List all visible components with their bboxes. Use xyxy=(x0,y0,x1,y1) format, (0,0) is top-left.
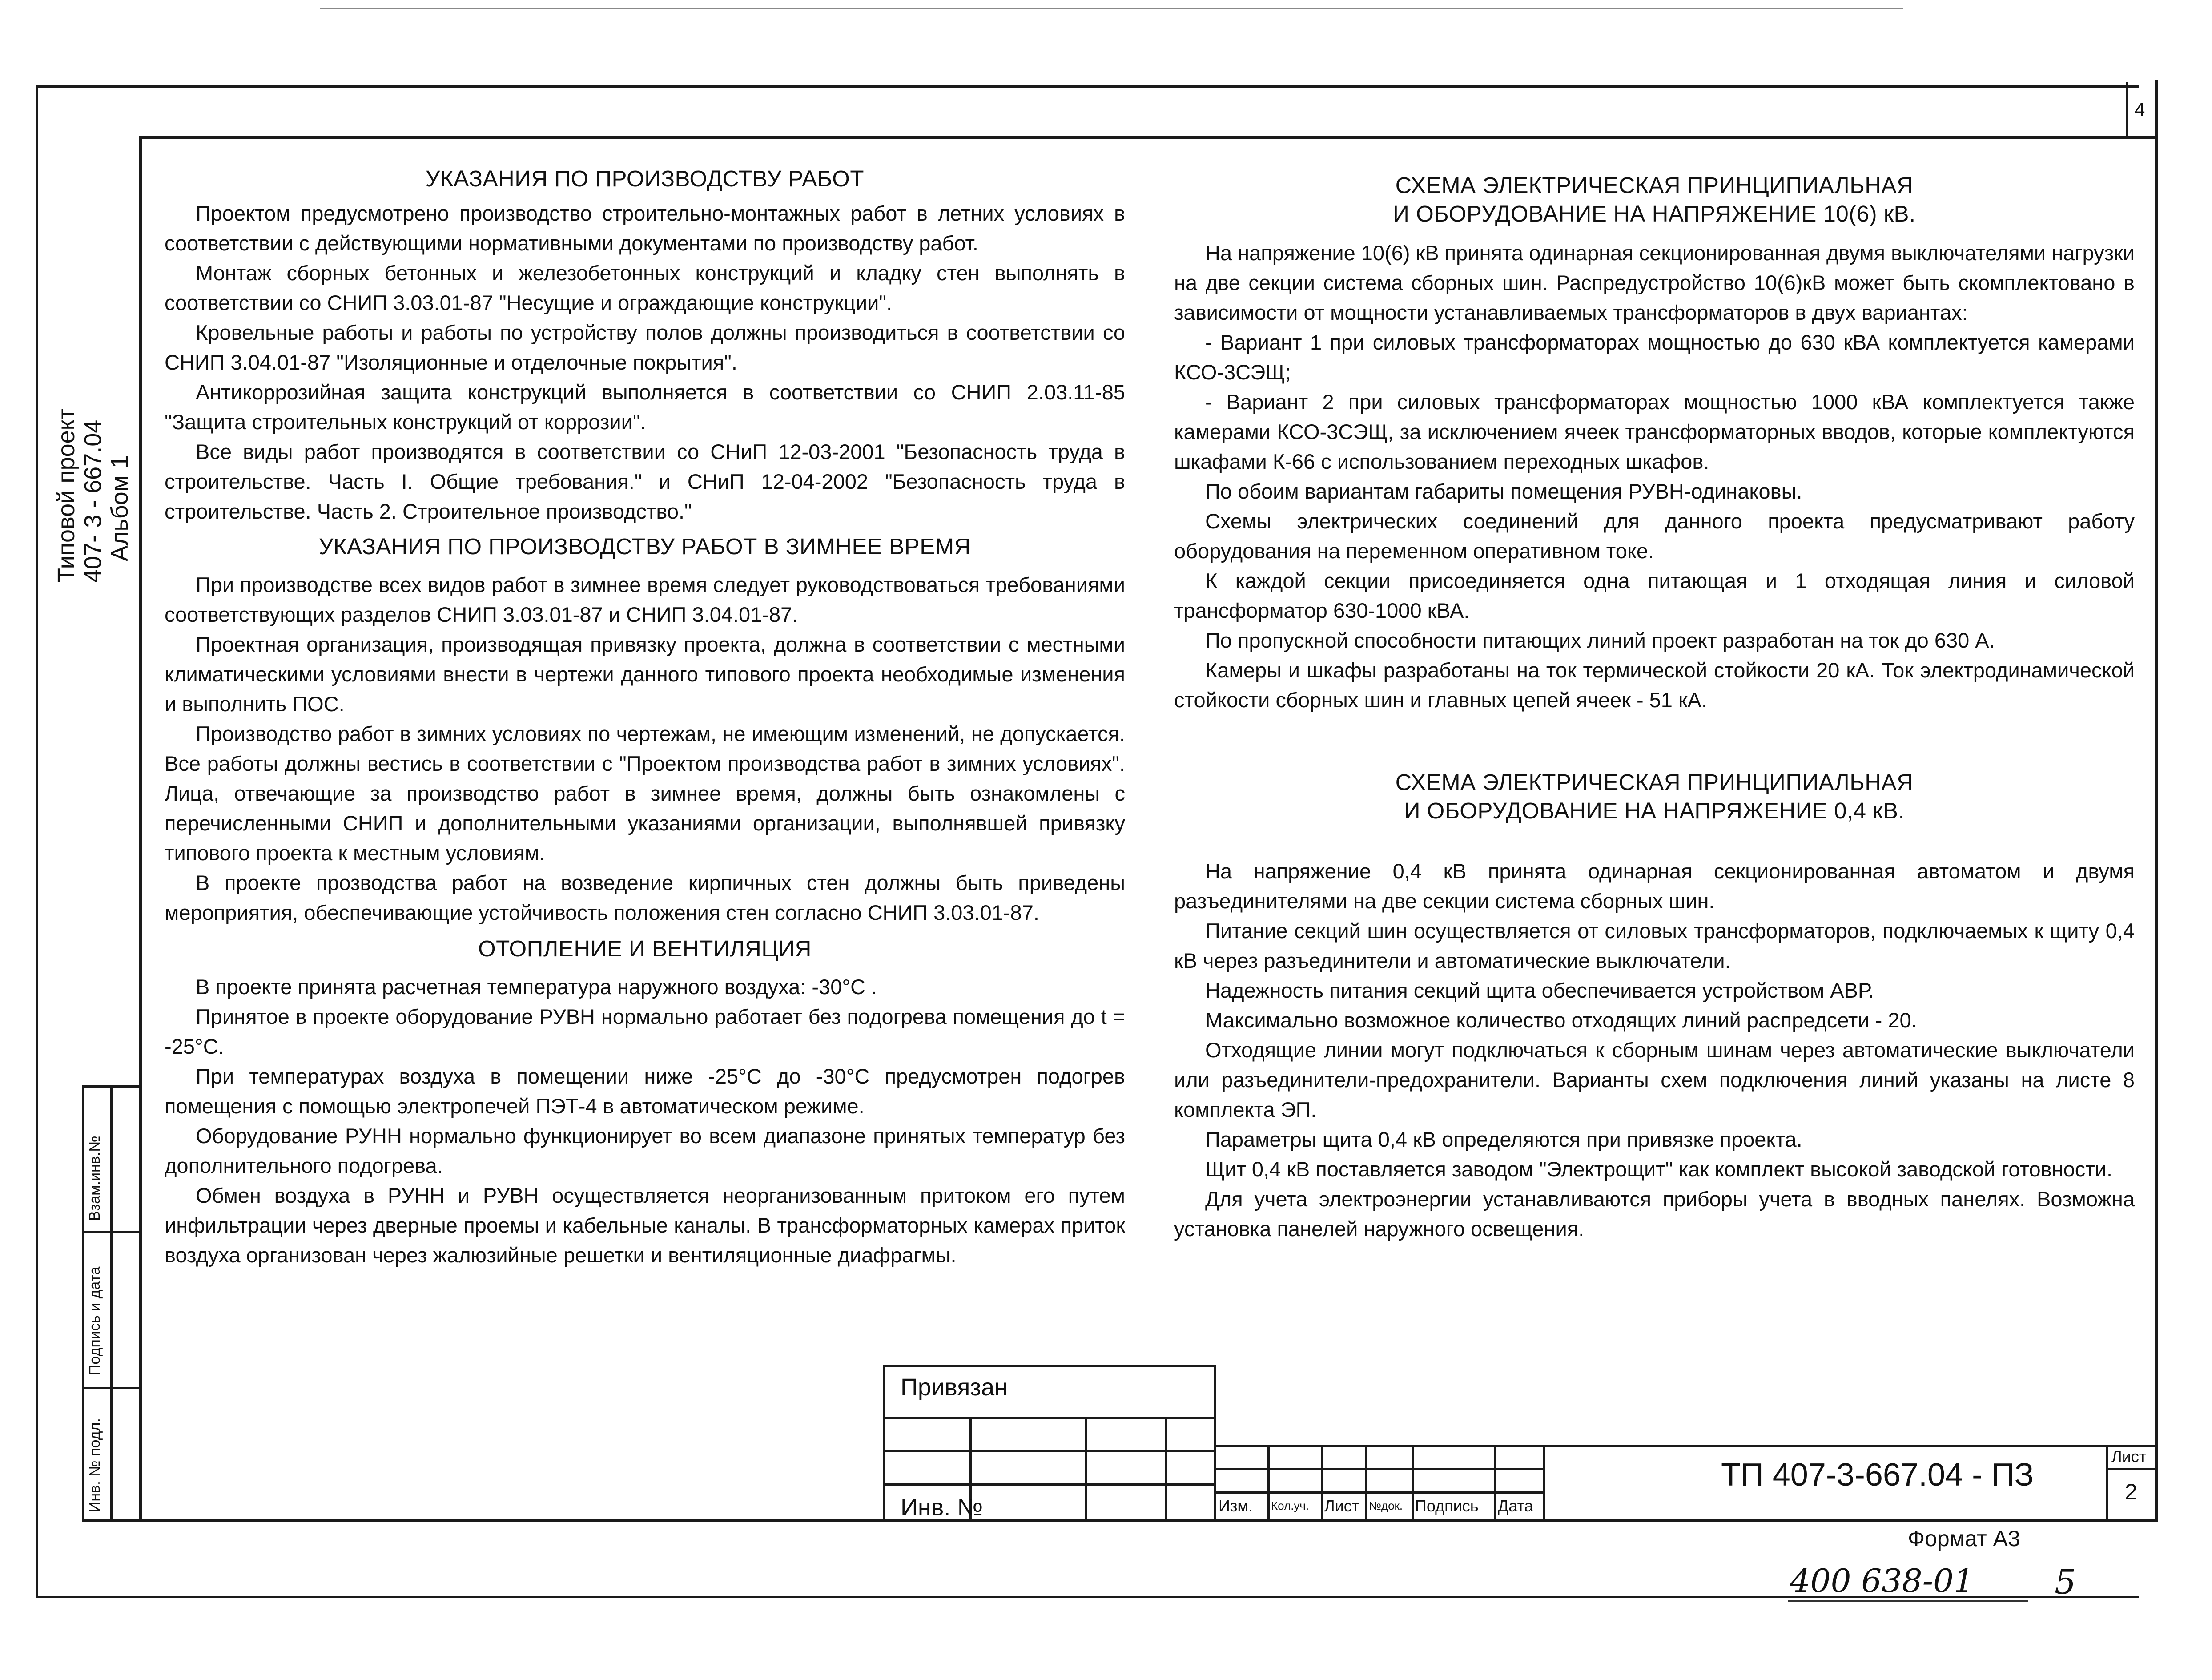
tb-header-izm: Изм. xyxy=(1219,1497,1253,1515)
sheet-number: 2 xyxy=(2125,1479,2137,1504)
right-paragraph-13: Отходящие линии могут подключаться к сборным шинам через автоматические выключатели или разъединители-предохранители. Варианты схем подключения линий указаны на листе 8 комплекта ЭП. xyxy=(1174,1038,2135,1121)
section-title-10kv-line1: СХЕМА ЭЛЕКТРИЧЕСКАЯ ПРИНЦИПИАЛЬНАЯ xyxy=(1395,173,1914,198)
right-paragraph-1: На напряжение 10(6) кВ принята одинарная секционированная двумя выключателями нагрузки на две секции система сборных шин. Распредустройство 10(6)кВ может быть скомплектовано в зависимости от мощности устанавливаемых трансформаторов в двух вариантах: xyxy=(1174,241,2135,324)
corner-sheet-number: 4 xyxy=(2135,99,2145,120)
left-paragraph-7: Проектная организация, производящая привязку проекта, должна в соответствии с местными климатическими условиями внести в чертежи данного типового проекта необходимые изменения и выполнить ПОС. xyxy=(165,633,1125,716)
sheet-cell-mid xyxy=(2106,1468,2158,1470)
format-label: Формат А3 xyxy=(1908,1526,2020,1551)
right-paragraph-4: По обоим вариантам габариты помещения РУВН-одинаковы. xyxy=(1205,479,1802,503)
right-paragraph-16: Для учета электроэнергии устанавливаются приборы учета в вводных панелях. Возможна установка панелей наружного освещения. xyxy=(1174,1187,2135,1241)
tb-header-podpis: Подпись xyxy=(1415,1497,1479,1515)
left-strip-podpis: Подпись и дата xyxy=(86,1266,103,1375)
left-paragraph-5: Все виды работ производятся в соответствии со СНиП 12-03-2001 "Безопасность труда в строительстве. Часть I. Общие требования." и СНиП 12-04-2002 "Безопасность труда в строительстве. Часть 2. Строительное производство." xyxy=(165,440,1125,523)
title-block-sep xyxy=(1543,1445,1545,1521)
left-paragraph-3: Кровельные работы и работы по устройству полов должны производиться в соответствии со СНИП 3.04.01-87 "Изоляционные и отделочные покрытия". xyxy=(165,321,1125,374)
scan-line-top xyxy=(320,8,1903,9)
title-block-col4 xyxy=(1412,1445,1414,1521)
section-title-04kv-line2: И ОБОРУДОВАНИЕ НА НАПРЯЖЕНИЕ 0,4 кВ. xyxy=(1404,798,1905,823)
right-paragraph-11: Надежность питания секций щита обеспечивается устройством АВР. xyxy=(1205,979,1874,1002)
left-paragraph-2: Монтаж сборных бетонных и железобетонных конструкций и кладку стен выполнять в соответствии со СНИП 3.03.01-87 "Несущие и ограждающие конструкции". xyxy=(165,261,1125,314)
right-paragraph-9: На напряжение 0,4 кВ принята одинарная секционированная автоматом и двумя разъединителями на две секции система сборных шин. xyxy=(1174,859,2135,913)
right-paragraph-2: - Вариант 1 при силовых трансформаторах мощностью до 630 кВА комплектуется камерами КСО-3СЭЩ; xyxy=(1174,330,2135,384)
left-strip-vzam: Взам.инв.№ xyxy=(86,1136,103,1221)
inner-frame-right xyxy=(2155,80,2158,1521)
left-paragraph-6: При производстве всех видов работ в зимнее время следует руководствоваться требованиями соответствующих разделов СНИП 3.03.01-87 и СНИП 3.04.01-87. xyxy=(165,573,1125,626)
sheet-label: Лист xyxy=(2111,1447,2147,1466)
left-paragraph-13: Оборудование РУНН нормально функционирует во всем диапазоне принятых температур без дополнительного подогрева. xyxy=(165,1124,1125,1177)
binding-col2 xyxy=(1085,1417,1087,1521)
left-strip-row2 xyxy=(82,1387,141,1389)
left-paragraph-14: Обмен воздуха в РУНН и РУВН осуществляется неорганизованным притоком его путем инфильтрации через дверные проемы и кабельные каналы. В трансформаторных камерах приток воздуха организован через жалюзийные решетки и вентиляционные диафрагмы. xyxy=(165,1184,1125,1267)
right-paragraph-6: К каждой секции присоединяется одна питающая и 1 отходящая линия и силовой трансформатор 630-1000 кВА. xyxy=(1174,569,2135,622)
right-paragraph-7: По пропускной способности питающих линий проект разработан на ток до 630 А. xyxy=(1205,628,1995,652)
tb-header-list: Лист xyxy=(1324,1497,1359,1515)
tb-header-data: Дата xyxy=(1498,1497,1533,1515)
left-paragraph-11: Принятое в проекте оборудование РУВН нормально работает без подогрева помещения до t = -25°С. xyxy=(165,1005,1125,1058)
right-paragraph-8: Камеры и шкафы разработаны на ток термической стойкости 20 кА. Ток электродинамической стойкости сборных шин и главных цепей ячеек - 51 кА. xyxy=(1174,658,2135,712)
outer-frame-left xyxy=(36,85,38,1598)
handwritten-page: 5 xyxy=(2055,1562,2076,1602)
left-column xyxy=(165,165,1125,1270)
tb-header-kolich: Кол.уч. xyxy=(1271,1499,1309,1512)
outer-frame-top xyxy=(36,85,2139,88)
corner-box-left xyxy=(2126,82,2128,138)
left-paragraph-8: Производство работ в зимних условиях по чертежам, не имеющим изменений, не допускается. Все работы должны вестись в соответствии с "Проектом производства работ в зимних условиях". Лица, отвечающие за производство работ в зимнее время, должны быть ознакомлены с перечисленными СНИП и дополнительными указаниями организации, выполнявшей привязку типового проекта к местным условиям. xyxy=(165,722,1125,865)
binding-col3 xyxy=(1165,1417,1167,1521)
left-strip-inv: Инв. № подл. xyxy=(86,1418,103,1512)
right-paragraph-10: Питание секций шин осуществляется от силовых трансформаторов, подключаемых к щиту 0,4 кВ через разъединители и автоматические выключатели. xyxy=(1174,919,2135,972)
side-stamp-line2: 407- 3 - 667.04 xyxy=(80,419,106,583)
section-title-04kv-line1: СХЕМА ЭЛЕКТРИЧЕСКАЯ ПРИНЦИПИАЛЬНАЯ xyxy=(1395,769,1914,795)
left-paragraph-12: При температурах воздуха в помещении ниже -25°С до -30°С предусмотрен подогрев помещения с помощью электропечей ПЭТ-4 в автоматическом режиме. xyxy=(165,1064,1125,1118)
title-block-col5 xyxy=(1494,1445,1496,1521)
inner-frame-top xyxy=(139,136,2158,139)
document-code: ТП 407-3-667.04 - ПЗ xyxy=(1721,1457,2034,1493)
handwritten-underline xyxy=(1788,1600,2028,1602)
left-strip-row1 xyxy=(82,1231,141,1233)
section-title-heating: ОТОПЛЕНИЕ И ВЕНТИЛЯЦИЯ xyxy=(478,936,812,961)
left-strip-divider xyxy=(110,1085,113,1521)
title-block-row2 xyxy=(1214,1491,1543,1494)
left-paragraph-4: Антикоррозийная защита конструкций выполняется в соответствии со СНИП 2.03.11-85 "Защита строительных конструкций от коррозии". xyxy=(165,380,1125,434)
right-paragraph-15: Щит 0,4 кВ поставляется заводом "Электрощит" как комплект высокой заводской готовности. xyxy=(1205,1157,2113,1181)
section-title-10kv-line2: И ОБОРУДОВАНИЕ НА НАПРЯЖЕНИЕ 10(6) кВ. xyxy=(1393,201,1916,226)
handwritten-number: 400 638-01 xyxy=(1790,1562,1974,1599)
binding-inv: Инв. № xyxy=(901,1494,983,1521)
right-paragraph-14: Параметры щита 0,4 кВ определяются при привязке проекта. xyxy=(1205,1128,1802,1151)
tb-header-ndok: №док. xyxy=(1369,1499,1403,1512)
right-paragraph-3: - Вариант 2 при силовых трансформаторах мощностью 1000 кВА комплектуется также камерами КСО-3СЭЩ, за исключением ячеек трансформаторных вводов, которые комплектуются шкафами К-66 с использованием переходных шкафов. xyxy=(1174,390,2135,473)
title-block-col2 xyxy=(1321,1445,1323,1521)
side-stamp-line1: Типовой проект xyxy=(53,408,80,583)
section-title-works: УКАЗАНИЯ ПО ПРОИЗВОДСТВУ РАБОТ xyxy=(426,166,864,191)
title-block-row1 xyxy=(1214,1468,1543,1470)
left-paragraph-10: В проекте принята расчетная температура наружного воздуха: -30°С . xyxy=(196,975,877,999)
binding-title: Привязан xyxy=(901,1374,1008,1401)
title-block-col3 xyxy=(1365,1445,1367,1521)
right-paragraph-12: Максимально возможное количество отходящих линий распредсети - 20. xyxy=(1205,1008,1917,1032)
left-paragraph-1: Проектом предусмотрено производство строительно-монтажных работ в летних условиях в соответствии с действующими нормативными документами по производству работ. xyxy=(165,201,1125,255)
left-paragraph-9: В проекте прозводства работ на возведение кирпичных стен должны быть приведены мероприятия, обеспечивающие устойчивость положения стен согласно СНИП 3.03.01-87. xyxy=(165,871,1125,924)
side-stamp-line3: Альбом 1 xyxy=(106,455,133,561)
right-paragraph-5: Схемы электрических соединений для данного проекта предусматривают работу оборудования на переменном оперативном токе. xyxy=(1174,509,2135,563)
section-title-winter: УКАЗАНИЯ ПО ПРОИЗВОДСТВУ РАБОТ В ЗИМНЕЕ ВРЕМЯ xyxy=(318,534,971,559)
title-block-col1 xyxy=(1267,1445,1270,1521)
sheet-cell-left xyxy=(2106,1445,2108,1521)
right-column xyxy=(1174,171,2135,1244)
